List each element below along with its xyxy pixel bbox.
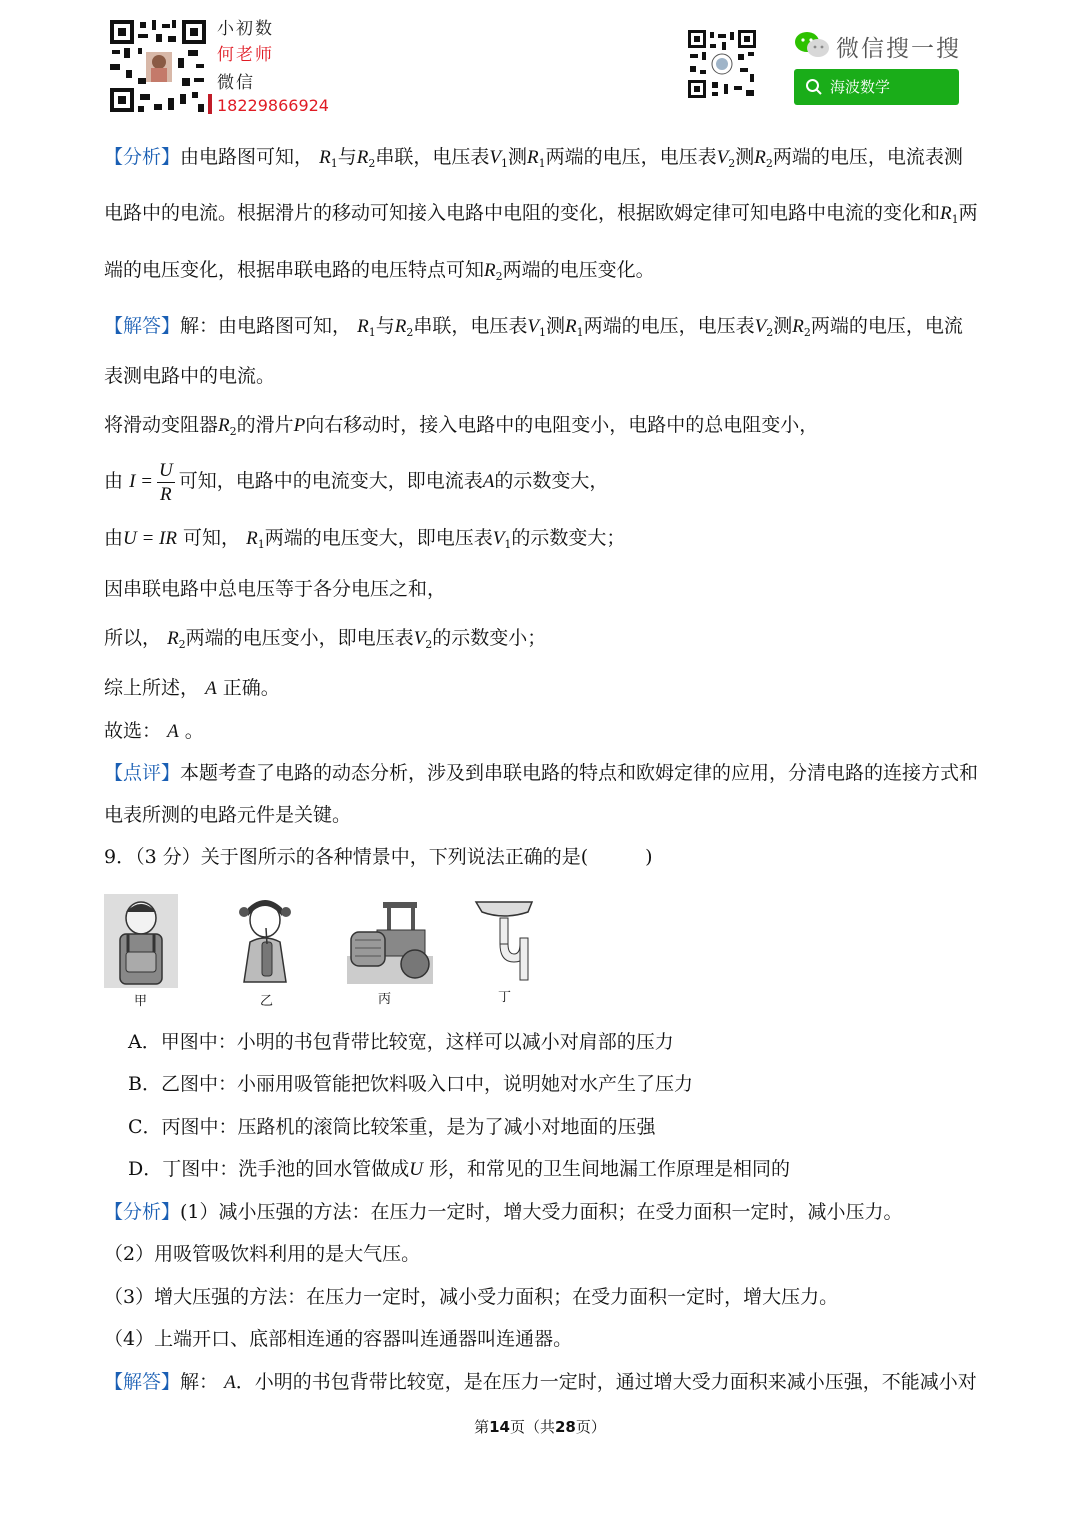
figure-label-bing: 丙	[378, 992, 392, 1007]
page-number: 14	[489, 1418, 510, 1436]
contact-line-2: 何老师	[217, 45, 274, 65]
page-total: 28	[555, 1418, 576, 1436]
qr-code-right	[688, 30, 756, 98]
q8-comment-line-2: 电表所测的电路元件是关键。	[104, 804, 352, 826]
contact-divider	[208, 94, 212, 114]
search-button[interactable]	[794, 69, 959, 105]
q9-stem: 9．（3 分）关于图所示的各种情景中，下列说法正确的是( )	[104, 846, 653, 868]
q9-analysis-line-3: （3）增大压强的方法：在压力一定时，减小受力面积；在受力面积一定时，增大压力。	[104, 1286, 839, 1308]
ohm-fraction: $\frac{U}{R}$	[158, 459, 173, 505]
q9-answer-line-1: 【解答】解： A．小明的书包背带比较宽，是在压力一定时，通过增大受力面积来减小压强，不能减小对	[104, 1371, 977, 1393]
figure-sink-trap	[474, 898, 536, 982]
search-button-label: 海波数学	[830, 78, 891, 96]
q8-analysis-line-3: 端的电压变化，根据串联电路的电压特点可知$R_2$两端的电压变化。	[104, 259, 655, 283]
q9-option-a: A．甲图中：小明的书包背带比较宽，这样可以减小对肩部的压力	[128, 1031, 674, 1053]
q8-answer-line-4: 由 I = $\frac{U}{R}$ 可知，电路中的电流变大，即电流表A的示数变大，	[104, 459, 609, 505]
q8-answer-line-1: 【解答】解：由电路图可知， $R_1$与$R_2$串联，电压表$V_1$测$R_1$两端的电压，电压表$V_2$测$R_2$两端的电压，电流	[104, 315, 963, 339]
q8-answer-line-8: 综上所述， A 正确。	[104, 677, 280, 699]
figure-label-yi: 乙	[260, 994, 274, 1009]
q8-comment-line-1: 【点评】本题考查了电路的动态分析，涉及到串联电路的特点和欧姆定律的应用，分清电路的连接方式和	[104, 762, 979, 784]
q8-answer-line-5: 由U = IR 可知， $R_1$两端的电压变大，即电压表$V_1$的示数变大；	[104, 527, 626, 551]
wechat-icon	[794, 30, 830, 60]
wechat-search-label: 微信搜一搜	[836, 36, 961, 62]
comment-tag: 【点评】	[104, 762, 181, 784]
figure-boy-backpack	[104, 894, 178, 988]
q9-option-d: D．丁图中：洗手池的回水管做成U 形，和常见的卫生间地漏工作原理是相同的	[128, 1158, 791, 1180]
contact-phone: 18229866924	[217, 96, 329, 115]
page-footer: 第14页（共28页）	[474, 1418, 606, 1436]
q8-answer-line-2: 表测电路中的电流。	[104, 365, 276, 387]
analysis-tag: 【分析】	[104, 1201, 181, 1223]
figure-road-roller	[347, 896, 433, 984]
q8-answer-line-9: 故选： A 。	[104, 720, 204, 742]
q9-analysis-line-4: （4）上端开口、底部相连通的容器叫连通器叫连通器。	[104, 1328, 573, 1350]
q8-analysis-line-2: 电路中的电流。根据滑片的移动可知接入电路中电阻的变化，根据欧姆定律可知电路中电流的变化和$R_1$两	[104, 202, 978, 226]
figure-label-ding: 丁	[498, 990, 512, 1005]
contact-line-1: 小初数	[217, 19, 274, 39]
q8-analysis-line-1: 【分析】由电路图可知， $R_1$与$R_2$串联，电压表$V_1$测$R_1$两端的电压，电压表$V_2$测$R_2$两端的电压，电流表测	[104, 146, 963, 170]
figure-girl-straw	[232, 894, 298, 984]
search-icon	[805, 78, 823, 96]
answer-tag: 【解答】	[104, 1371, 181, 1393]
q8-answer-line-3: 将滑动变阻器$R_2$的滑片P向右移动时，接入电路中的电阻变小，电路中的总电阻变小，	[104, 414, 819, 438]
q8-answer-line-6: 因串联电路中总电压等于各分电压之和，	[104, 578, 447, 600]
contact-line-3: 微信	[217, 73, 255, 93]
qr-code-left	[108, 18, 208, 114]
figure-label-jia: 甲	[134, 994, 148, 1009]
analysis-tag: 【分析】	[104, 146, 181, 168]
q9-option-b: B．乙图中：小丽用吸管能把饮料吸入口中，说明她对水产生了压力	[128, 1073, 693, 1095]
q9-option-c: C．丙图中：压路机的滚筒比较笨重，是为了减小对地面的压强	[128, 1116, 656, 1138]
q8-answer-line-7: 所以， $R_2$两端的电压变小，即电压表$V_2$的示数变小；	[104, 627, 547, 651]
q9-analysis-line-2: （2）用吸管吸饮料利用的是大气压。	[104, 1243, 421, 1265]
answer-tag: 【解答】	[104, 315, 181, 337]
q9-analysis-line-1: 【分析】(1）减小压强的方法：在压力一定时，增大受力面积；在受力面积一定时，减小压力。	[104, 1201, 903, 1223]
